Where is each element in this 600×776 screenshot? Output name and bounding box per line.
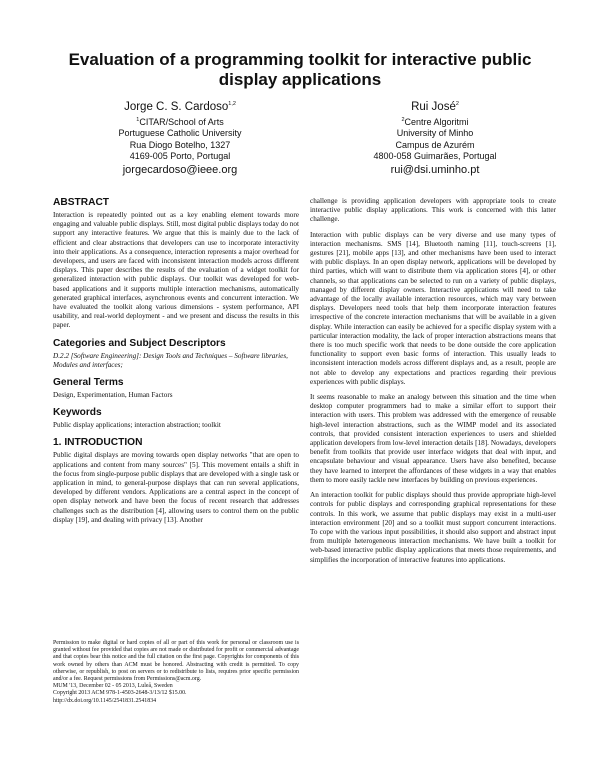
right-column — [310, 197, 556, 571]
author-name: Jorge C. S. Cardoso$^{1,2}$ — [124, 100, 236, 113]
author-superscript: 1,2 — [228, 101, 236, 107]
categories-heading: Categories and Subject Descriptors — [53, 337, 226, 349]
author-street: Campus de Azurém — [395, 139, 475, 150]
body-paragraph: An interaction toolkit for public displays should thus provide appropriate high-level controls for public displays and corresponding graphical representations for these controls. In this work, we assume that public displays may exist in a multi-user interaction environment [20] and so a toolkit must support concurrent interactions. To cope with the various input possibilities, it should also support and abstract input from multiple heterogeneous interaction mechanisms. We have built a toolkit for web-based interactive public display applications that meets those requirements, and simplifies the incorporation of interactive features into applications. — [310, 491, 556, 564]
author-block-jose — [330, 97, 540, 177]
author-affiliation: $^1$CITAR/School of Arts — [136, 116, 224, 127]
author-email: jorgecardoso@ieee.org — [122, 164, 238, 177]
introduction-paragraph: Public digital displays are moving towards open display networks "that are open to applications and content from many sources" [5]. This movement entails a shift in the focus from single-purpose public displays that are developed with a single task or application in mind, to general-purpose displays that can run several applications, developed by different vendors. Applications are a central aspect in the concept of open display network and have been the focus of recent research that addresses challenges such as the distribution [4], allowing users to control them on the public display [19], and dealing with privacy [13]. Another — [53, 451, 299, 524]
author-name: Rui José$^2$ — [411, 100, 459, 113]
paper-title: Evaluation of a programming toolkit for interactive public display applications — [68, 50, 532, 89]
introduction-heading: 1. INTRODUCTION — [53, 437, 143, 449]
keywords-text: Public display applications; interaction abstraction; toolkit — [53, 421, 221, 430]
author-city: 4800-058 Guimarães, Portugal — [373, 151, 497, 162]
body-paragraph: It seems reasonable to make an analogy between this situation and the time when desktop computer programmers had to make a similar effort to support their interaction with users. This problem was addressed with the emergence of reusable high-level interaction abstractions, such as the WIMP model and its associated controls, that provided consistent interaction experiences to users and shielded application developers from low-level interaction details [18]. Nowadays, developers benefit from toolkits that provide user interface widgets that deal with input, and encapsulate behaviour and visual appearance. Users have also benefited, because they have learned to interpret the affordances of these widgets in a way that enables them to more easily tackle new interfaces by building on previous experiences. — [310, 393, 556, 484]
conference-info: MUM '13, December 02 - 05 2013, Luleå, Sweden — [53, 683, 173, 690]
keywords-heading: Keywords — [53, 407, 102, 419]
doi-link[interactable]: http://dx.doi.org/10.1145/2541831.2541834 — [53, 697, 157, 704]
copyright-info: Copyright 2013 ACM 978-1-4503-2648-3/13/12 $15.00. — [53, 690, 187, 697]
permission-footnote — [53, 640, 299, 705]
left-column — [53, 197, 299, 531]
author-organization: Portuguese Catholic University — [118, 128, 242, 139]
general-terms-text: Design, Experimentation, Human Factors — [53, 391, 173, 400]
author-superscript: 2 — [455, 101, 459, 107]
author-street: Rua Diogo Botelho, 1327 — [129, 139, 231, 150]
author-city: 4169-005 Porto, Portugal — [129, 151, 231, 162]
abstract-heading: ABSTRACT — [53, 197, 110, 208]
author-email: rui@dsi.uminho.pt — [390, 164, 480, 177]
permission-text: Permission to make digital or hard copies of all or part of this work for personal or classroom use is granted without fee provided that copies are not made or distributed for profit or commercial advantage and that copies bear this notice and the full citation on the first page. Copyrights for components of this work owned by others than ACM must be honored. Abstracting with credit is permitted. To copy otherwise, or republish, to post on servers or to redistribute to lists, requires prior specific permission and/or a fee. Request permissions from Permissions@acm.org. — [53, 640, 299, 683]
general-terms-heading: General Terms — [53, 377, 124, 389]
author-organization: University of Minho — [396, 128, 474, 139]
abstract-text: Interaction is repeatedly pointed out as a key enabling element towards more engaging and valuable public displays. Still, most digital public displays today do not support any interactive features. We argue that this is mainly due to the lack of efficient and clear abstractions that developers can use to incorporate interactivity into their applications. As a consequence, interaction represents a major overhead for developers, and users are faced with inconsistent interaction models across different displays. This paper describes the results of the evaluation of a widget toolkit for generalized interaction with public displays. Our toolkit was developed for web-based applications and it supports multiple interaction mechanisms, automatically generated graphical interfaces, asynchronous events and concurrent interaction. We have evaluated the toolkit along various dimensions - system performance, API usability, and real-world deployment - and we present and discuss the results in this paper. — [53, 211, 299, 330]
author-block-cardoso — [75, 97, 285, 177]
body-paragraph: challenge is providing application developers with appropriate tools to create interactive public display applications. This work is concerned with this latter challenge. — [310, 197, 556, 224]
body-paragraph: Interaction with public displays can be very diverse and use many types of interaction mechanisms. SMS [14], Bluetooth naming [11], touch-screens [1], gestures [21], mobile apps [13], and other mechanisms have been used to interact with public displays. In an open display network, applications will be developed by third parties, which will want to distribute them via application stores [4], or other channels, so that applications can be selected to run on a variety of public displays, managed by different display owners. Interactive applications will need to take advantage of the locally available interaction resources, which may vary between displays. Developers need tools that help them incorporate interaction features irrespective of the concrete interaction mechanisms that will be available in a given display. While interaction can easily be achieved for a specific display system with a particular interaction modality, the lack of proper interaction abstractions means that there is too much specific work that needs to be done outside the core application functionality to support even basic forms of interaction. This usually leads to inconsistent interaction models across different displays and, as a result, people are not able to develop any expectations and practices regarding their previous experiences with public displays. — [310, 230, 556, 386]
categories-text: D.2.2 [Software Engineering]: Design Tools and Techniques – Software libraries, Modules and interfaces; — [53, 351, 288, 369]
author-affiliation: $^2$Centre Algoritmi — [401, 116, 469, 127]
